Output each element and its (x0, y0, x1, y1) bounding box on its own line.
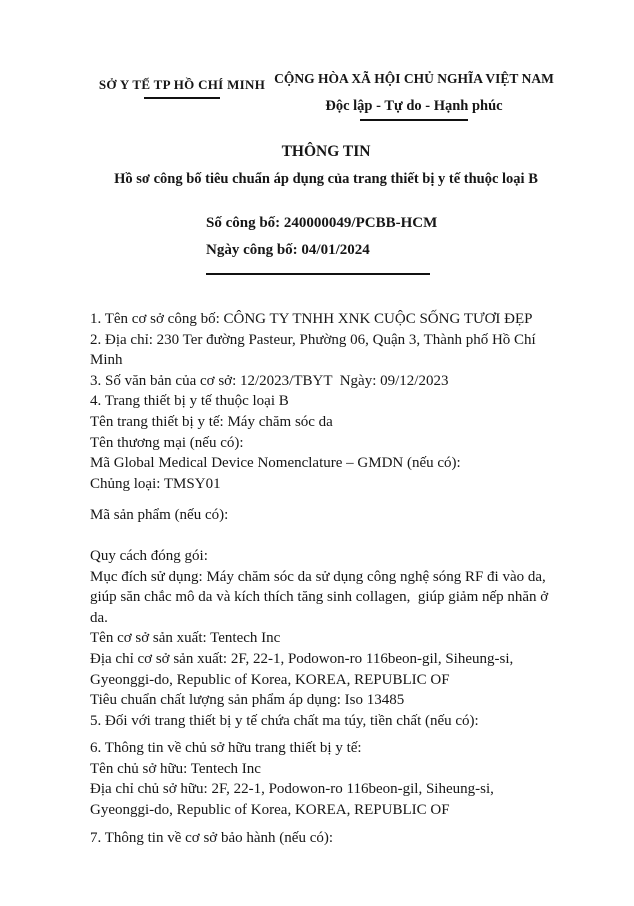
national-motto-line: Độc lập - Tự do - Hạnh phúc (325, 98, 503, 114)
body-paragraph: 2. Địa chỉ: 230 Ter đường Pasteur, Phường 06, Quận 3, Thành phố Hồ Chí Minh (90, 331, 540, 369)
national-motto-underline (360, 119, 468, 121)
document-title: THÔNG TIN (281, 143, 371, 160)
body-paragraph: Tên chủ sở hữu: Tentech Inc (90, 760, 261, 777)
body-paragraph: 7. Thông tin về cơ sở bảo hành (nếu có): (90, 829, 334, 846)
publication-number: Số công bố: 240000049/PCBB-HCM (206, 215, 438, 231)
body-paragraph: 4. Trang thiết bị y tế thuộc loại B (90, 393, 289, 410)
publication-block (206, 210, 562, 275)
body-paragraph: 6. Thông tin về chủ sở hữu trang thiết bị y tế: (90, 740, 362, 757)
issuing-authority (92, 76, 272, 99)
document-body (90, 309, 560, 848)
body-paragraph: Mã sản phẩm (nếu có): (90, 507, 229, 524)
body-paragraph: Tên cơ sở sản xuất: Tentech Inc (90, 630, 281, 647)
title-divider (206, 273, 430, 275)
national-header (258, 70, 570, 121)
body-paragraph: 5. Đối với trang thiết bị y tế chứa chất ma túy, tiền chất (nếu có): (90, 712, 479, 729)
body-paragraph: Địa chỉ cơ sở sản xuất: 2F, 22-1, Podowon-ro 116beon-gil, Siheung-si, Gyeonggi-do, Republic of Korea, KOREA, REPUBLIC OF (90, 650, 517, 688)
body-paragraph: Tên thương mại (nếu có): (90, 434, 244, 451)
body-paragraph: Quy cách đóng gói: (90, 547, 208, 564)
national-header-line: CỘNG HÒA XÃ HỘI CHỦ NGHĨA VIỆT NAM (274, 71, 554, 86)
issuing-authority-title: SỞ Y TẾ TP HỒ CHÍ MINH (98, 77, 266, 92)
document-subtitle: Hồ sơ công bố tiêu chuẩn áp dụng của trang thiết bị y tế thuộc loại B (114, 171, 538, 187)
body-paragraph: Địa chỉ chủ sở hữu: 2F, 22-1, Podowon-ro 116beon-gil, Siheung-si, Gyeonggi-do, Republic of Korea, KOREA, REPUBLIC OF (90, 781, 498, 819)
body-paragraph: Tiêu chuẩn chất lượng sản phẩm áp dụng: Iso 13485 (90, 692, 405, 709)
body-paragraph: 1. Tên cơ sở công bố: CÔNG TY TNHH XNK CUỘC SỐNG TƯƠI ĐẸP (90, 311, 533, 327)
title-block (90, 0, 562, 275)
body-paragraph: Mã Global Medical Device Nomenclature – GMDN (nếu có): (90, 455, 461, 472)
body-paragraph: Tên trang thiết bị y tế: Máy chăm sóc da (90, 413, 333, 430)
body-paragraph: Mục đích sử dụng: Máy chăm sóc da sử dụng công nghệ sóng RF đi vào da, giúp săn chắc mô da và kích thích tăng sinh collagen, giúp giảm nếp nhăn ở da. (90, 568, 552, 626)
issuing-authority-underline (144, 97, 220, 99)
publication-date: Ngày công bố: 04/01/2024 (206, 242, 370, 258)
body-paragraph: Chủng loại: TMSY01 (90, 475, 221, 492)
body-paragraph: 3. Số văn bản của cơ sở: 12/2023/TBYT Ngày: 09/12/2023 (90, 372, 449, 389)
